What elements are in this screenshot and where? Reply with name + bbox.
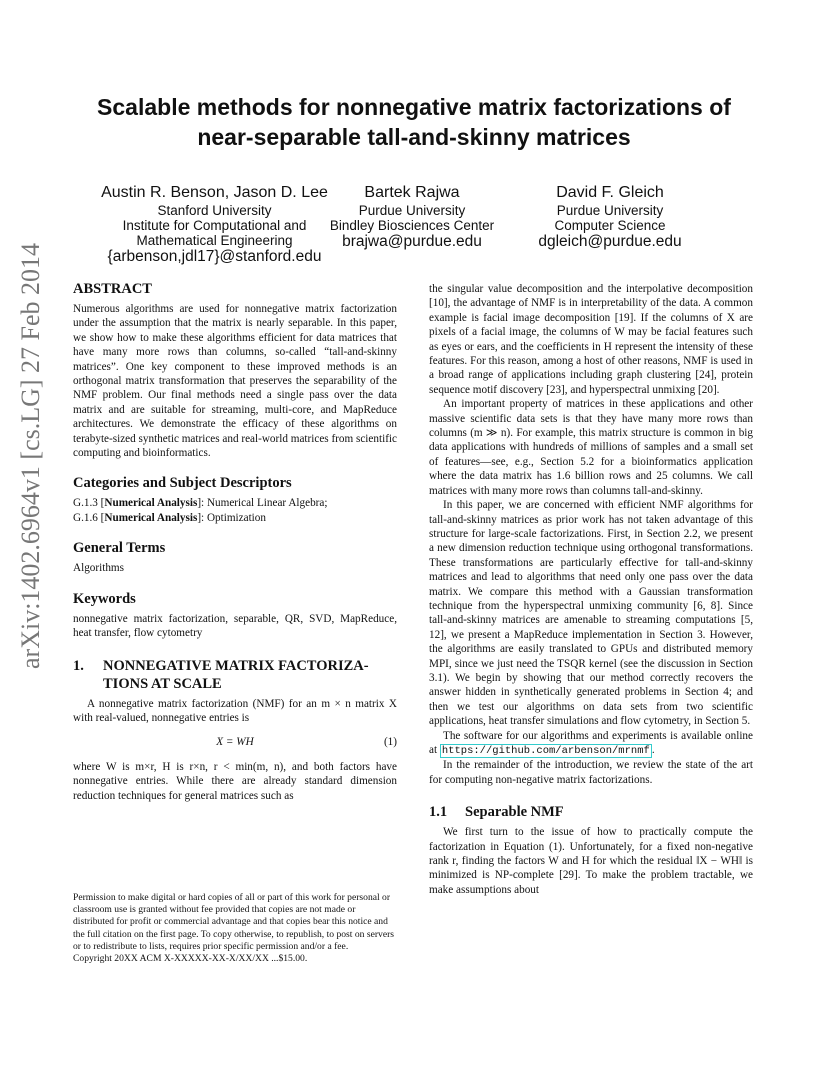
author-block-1	[92, 183, 337, 266]
keywords-text: nonnegative matrix factorization, separable, QR, SVD, MapReduce, heat transfer, flow cytometry	[73, 612, 397, 640]
author-block-2	[322, 183, 502, 251]
title-line-1: Scalable methods for nonnegative matrix factorizations of	[97, 94, 731, 120]
title-line-2: near-separable tall-and-skinny matrices	[197, 124, 631, 150]
author-affiliation: Computer Science	[554, 218, 666, 233]
author-name: Bartek Rajwa	[364, 184, 460, 201]
author-affiliation: Bindley Biosciences Center	[329, 218, 495, 233]
abstract-heading: ABSTRACT	[73, 281, 152, 297]
paper-title	[0, 92, 828, 152]
category-line: G.1.6 [Numerical Analysis]: Optimization	[73, 511, 266, 524]
equation-number: (1)	[383, 736, 397, 749]
paragraph: the singular value decomposition and the interpolative decomposition [10], the advantage of NMF is in interpretability of the data. A common example is facial image decomposition [19]. If the columns of X are pixels of a facial image, the columns of W may be facial features such as eyes or ears, and the coefficients in H represent the intensity of these features. For this reason, among a host of other reasons, NMF is used in a broad range of applications including graph clustering [24], protein sequence motif discovery [23], and hyperspectral unmixing [20].	[429, 283, 753, 396]
section-1-after: where W is m×r, H is r×n, r < min(m, n), and both factors have nonnegative entries. While there are already standard dimension reduction techniques for general matrices such as	[73, 760, 397, 802]
keywords-heading: Keywords	[73, 590, 136, 607]
author-email[interactable]: {arbenson,jdl17}@stanford.edu	[107, 248, 322, 265]
abstract-text: Numerous algorithms are used for nonnegative matrix factorization under the assumption that the matrix is nearly separable. In this paper, we show how to make these algorithms efficient for data matrices that have many more rows than columns, so-called “tall-and-skinny matrices”. One key component to these improved methods is an orthogonal matrix transformation that preserves the separability of the NMF problem. Our final methods need a single pass over the data matrix and are suitable for streaming, multi-core, and MapReduce architectures. We demonstrate the efficacy of these algorithms on terabyte-sized synthetic matrices and real-world matrices from scientific computing and bioinformatics.	[73, 303, 397, 460]
right-column	[429, 282, 753, 897]
author-affiliation: Purdue University	[358, 203, 466, 218]
author-block-3	[520, 183, 700, 251]
paragraph: We first turn to the issue of how to practically compute the factorization in Equation (1). Unfortunately, for a fixed non-negative rank r, finding the factors W and H for which the residual ‖X − WH‖ is minimized is NP-complete [29]. To make the problem tractable, we make assumptions about	[429, 826, 753, 896]
equation-text: X = WH	[216, 736, 254, 749]
author-name: David F. Gleich	[556, 184, 664, 201]
general-terms-text: Algorithms	[73, 562, 124, 575]
general-terms-heading: General Terms	[73, 540, 166, 557]
categories-heading: Categories and Subject Descriptors	[73, 475, 292, 492]
copyright-line: Copyright 20XX ACM X-XXXXX-XX-X/XX/XX ...$15.00.	[73, 953, 308, 965]
paragraph: An important property of matrices in these applications and other massive scientific data sets is that they have many more rows than columns (m ≫ n). For example, this matrix structure is common in big data applications with hundreds of millions of samples and a small set of features—see, e.g., Section 5.2 for a bioinformatics application where the data matrix has 1.6 billion rows and 25 columns. We call matrices with many more rows than columns tall-and-skinny.	[429, 398, 753, 497]
equation-1	[73, 735, 397, 749]
section-1-heading: 1. NONNEGATIVE MATRIX FACTORIZA- TIONS AT SCALE	[73, 657, 369, 692]
paragraph: In this paper, we are concerned with efficient NMF algorithms for tall-and-skinny matrices as prior work has not taken advantage of this structure for large-scale factorizations. First, in Section 2.2, we present a new dimension reduction technique using orthogonal transformations. These transformations are particularly effective for tall-and-skinny matrices and lead to algorithms that need only one pass over the data matrix. We compare this method with a Gaussian transformation technique from the hyperspectral unmixing community [6, 8]. Since tall-and-skinny matrices are amenable to streaming computations [5, 12], we present a MapReduce implementation in Section 3. However, the algorithms are easily translated to GPUs and distributed memory MPI, since we just need the TSQR kernel (see the discussion in Section 3.1). We begin by showing that our method correctly recovers the answer hidden in synthetically generated problems in Section 4; and then we test our algorithms on data sets from two scientific applications, heat transfer simulations and flow cytometry, in Section 5.	[429, 499, 753, 728]
author-affiliation: Mathematical Engineering	[136, 233, 293, 248]
permission-text: Permission to make digital or hard copies of all or part of this work for personal or classroom use is granted without fee provided that copies are not made or distributed for profit or commercial advantage and that copies bear this notice and the full citation on the first page. To copy otherwise, to republish, to post on servers or to redistribute to lists, requires prior specific permission and/or a fee.	[73, 892, 395, 952]
left-column	[73, 280, 397, 803]
permission-notice	[73, 892, 397, 965]
author-affiliation: Stanford University	[157, 203, 272, 218]
author-affiliation: Institute for Computational and	[122, 218, 307, 233]
github-link[interactable]: https://github.com/arbenson/mrnmf	[441, 745, 650, 757]
author-affiliation: Purdue University	[556, 203, 664, 218]
paragraph: The software for our algorithms and experiments is available online at https://github.com/arbenson/mrnmf .	[429, 729, 753, 757]
arxiv-stamp: arXiv:1402.6964v1 [cs.LG] 27 Feb 2014	[16, 242, 45, 669]
author-name: Austin R. Benson, Jason D. Lee	[101, 184, 328, 201]
author-email[interactable]: dgleich@purdue.edu	[538, 233, 682, 250]
section-1-intro: A nonnegative matrix factorization (NMF) for an m × n matrix X with real-valued, nonnegative entries is	[73, 697, 397, 724]
category-line: G.1.3 [Numerical Analysis]: Numerical Linear Algebra;	[73, 497, 328, 510]
subsection-heading: 1.1 Separable NMF	[429, 804, 564, 821]
paragraph: In the remainder of the introduction, we review the state of the art for computing non-negative matrix factorizations.	[429, 759, 753, 786]
author-email[interactable]: brajwa@purdue.edu	[342, 233, 482, 250]
